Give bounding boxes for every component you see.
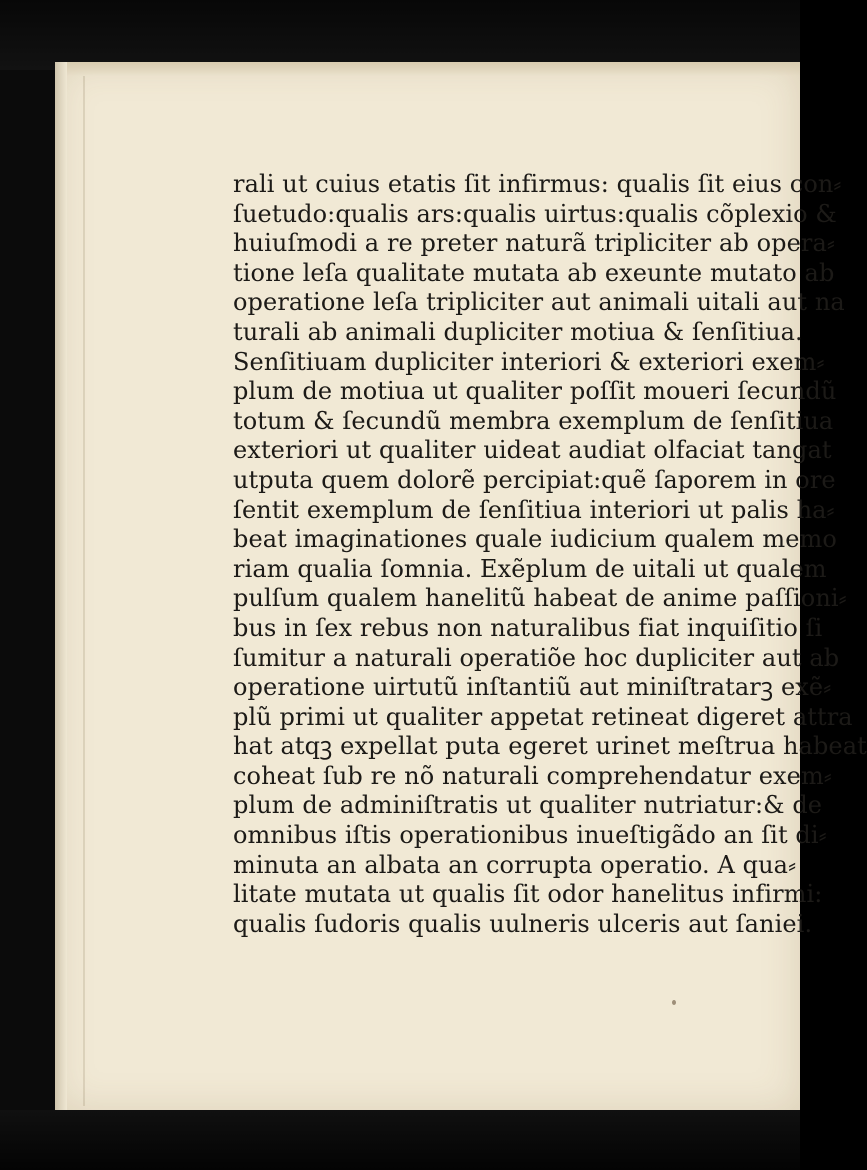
text-line-22: plum de adminiſtratis ut qualiter nutriatur:& de: [233, 791, 823, 820]
text-line-12: ſentit exemplum de ſenſitiua interiori ut palis ha⸗: [233, 495, 835, 524]
text-line-20: hat atqꝫ expellat puta egeret urinet meſtrua habeat: [233, 732, 867, 761]
text-line-16: bus in ſex rebus non naturalibus fiat inquiſitio ſi: [233, 613, 823, 642]
text-line-18: operatione uirtutũ inſtantiũ aut miniſtratarꝫ exẽ⸗: [233, 673, 832, 702]
text-line-21: coheat ſub re nõ naturali comprehendatur exem⸗: [233, 761, 832, 790]
text-line-23: omnibus iſtis operationibus inueſtigãdo an ſit di⸗: [233, 821, 827, 850]
text-line-26: qualis ſudoris qualis uulneris ulceris aut ſaniei.: [233, 909, 813, 938]
text-line-1: rali ut cuius etatis ſit infirmus: qualis ſit eius con⸗: [233, 170, 842, 198]
page-gutter: [55, 62, 67, 1112]
text-line-7: Senſitiuam dupliciter interiori & exteriori exem⸗: [233, 347, 825, 376]
text-line-8: plum de motiua ut qualiter poſſit moueri ſecundũ: [233, 377, 837, 406]
text-line-11: utputa quem dolorẽ percipiat:quẽ ſaporem in ore: [233, 465, 836, 494]
text-block: [233, 170, 867, 939]
page-ruling: [83, 76, 85, 1106]
top-background: [0, 0, 800, 70]
text-line-19: plũ primi ut qualiter appetat retineat digeret attra: [233, 702, 853, 731]
text-line-10: exteriori ut qualiter uideat audiat olfaciat tangat: [233, 436, 832, 465]
text-line-13: beat imaginationes quale iudicium qualem memo: [233, 525, 837, 554]
text-line-15: pulſum qualem hanelitũ habeat de anime paſſioni⸗: [233, 584, 847, 613]
text-line-3: huiuſmodi a re preter naturã tripliciter ab opera⸗: [233, 229, 835, 258]
text-line-25: litate mutata ut qualis ſit odor hanelitus infirmi:: [233, 880, 823, 909]
text-line-17: ſumitur a naturali operatiõe hoc dupliciter aut ab: [233, 643, 840, 672]
text-line-2: ſuetudo:qualis ars:qualis uirtus:qualis cõplexio &: [233, 199, 837, 228]
text-line-14: riam qualia ſomnia. Exẽplum de uitali ut qualem: [233, 554, 827, 583]
text-line-9: totum & ſecundũ membra exemplum de ſenſitiua: [233, 406, 834, 435]
book-page: [55, 62, 867, 1112]
text-line-5: operatione leſa tripliciter aut animali uitali aut na: [233, 288, 845, 317]
text-line-4: tione leſa qualitate mutata ab exeunte mutato ab: [233, 258, 835, 287]
bottom-background: [0, 1110, 800, 1170]
ink-speck: [672, 1000, 676, 1005]
text-line-6: turali ab animali dupliciter motiua & ſenſitiua.: [233, 317, 803, 346]
text-line-24: minuta an albata an corrupta operatio. A qua⸗: [233, 850, 797, 879]
